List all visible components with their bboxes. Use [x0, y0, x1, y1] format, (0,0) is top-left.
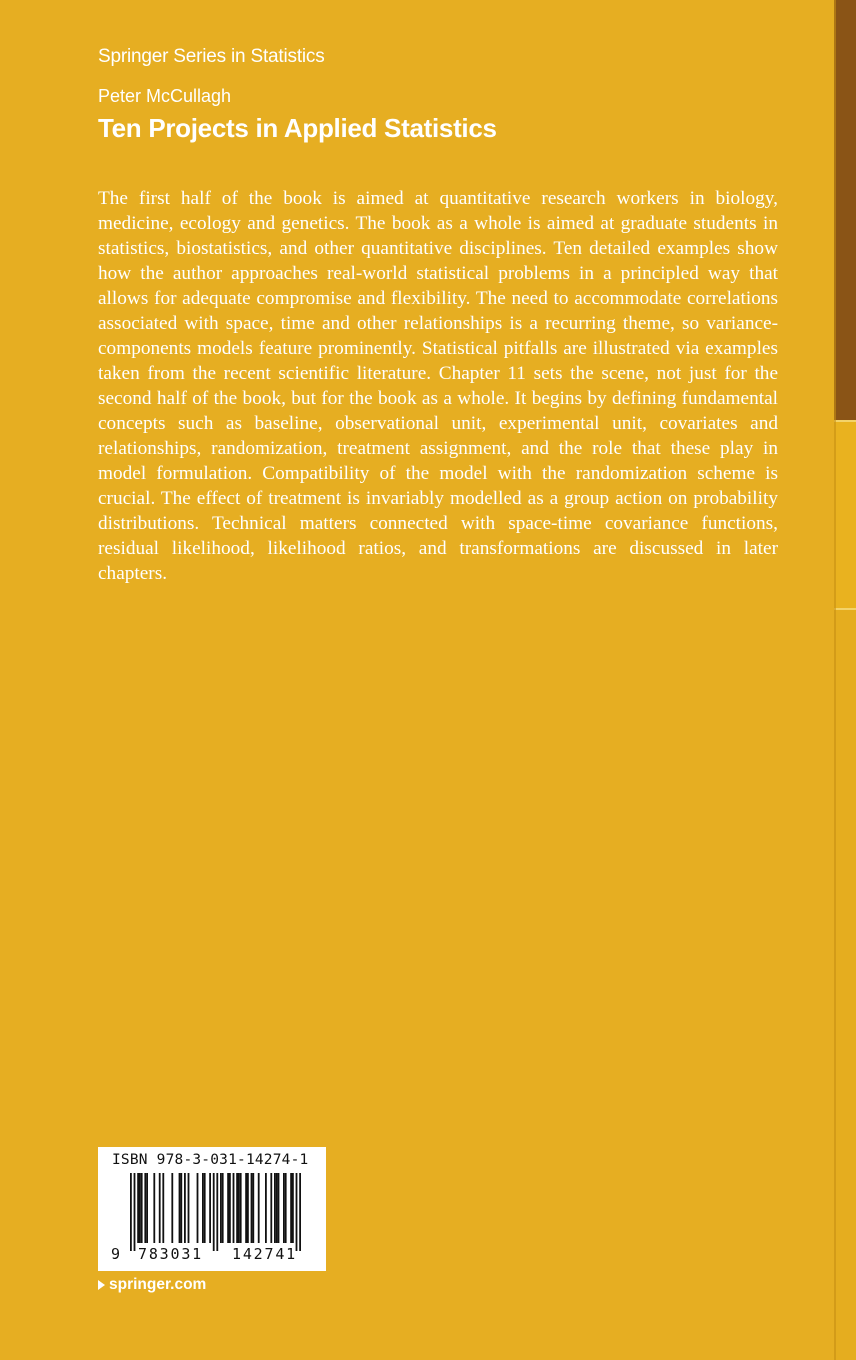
barcode-bar-19: [213, 1173, 215, 1251]
isbn-label: ISBN 978-3-031-14274-1: [112, 1152, 309, 1168]
barcode-bar-21: [220, 1173, 222, 1243]
barcode-bar-22: [222, 1173, 224, 1243]
barcode-bar-9: [162, 1173, 164, 1243]
barcode-bar-41: [290, 1173, 292, 1243]
barcode-bar-38: [278, 1173, 280, 1243]
barcode-bar-4: [141, 1173, 143, 1243]
barcode-bar-1: [134, 1173, 136, 1251]
barcode-bar-3: [139, 1173, 141, 1243]
book-title: Ten Projects in Applied Statistics: [98, 113, 497, 143]
barcode-bar-7: [153, 1173, 155, 1243]
barcode-bar-40: [285, 1173, 287, 1243]
barcode-bar-25: [233, 1173, 235, 1243]
barcode-bar-17: [204, 1173, 206, 1243]
barcode-bar-37: [276, 1173, 278, 1243]
barcode-bar-36: [274, 1173, 276, 1243]
book-description: The first half of the book is aimed at quantitative research workers in biology, medicine, ecology and genetics. The book as a whole is aimed at graduate students in statistics, biostatistics, and other quantitative disciplines. Ten detailed examples show how the author approaches real-world statistical problems in a principled way that allows for adequate compromise and flexibility. The need to accommodate correlations associated with space, time and other relationships is a recurring theme, so variance-components models feature prominently. Statistical pitfalls are illustrated via examples taken from the recent scientific literature. Chapter 11 sets the scene, not just for the second half of the book, but for the book as a whole. It begins by defining fundamental concepts such as baseline, observational unit, experimental unit, covariates and relationships, randomization, treatment assignment, and the role that these play in model formulation. Compatibility of the model with the randomization scheme is crucial. The effect of treatment is invariably modelled as a group action on probability distributions. Technical matters connected with space-time covariance functions, residual likelihood, likelihood ratios, and transformations are discussed in later chapters.: [98, 188, 778, 584]
publisher-link[interactable]: [98, 1276, 206, 1294]
barcode-bar-14: [188, 1173, 190, 1243]
barcode-bar-12: [180, 1173, 182, 1243]
barcode-bar-31: [251, 1173, 253, 1243]
barcode-bar-11: [179, 1173, 181, 1243]
barcode-bar-44: [299, 1173, 301, 1251]
barcode-bar-24: [229, 1173, 231, 1243]
barcode-bar-10: [171, 1173, 173, 1243]
barcode-bar-33: [258, 1173, 260, 1243]
barcode-bar-29: [245, 1173, 247, 1243]
barcode-bar-39: [283, 1173, 285, 1243]
barcode-digits-left: 783031: [138, 1245, 203, 1263]
barcode-bar-42: [292, 1173, 294, 1243]
barcode-bar-15: [197, 1173, 199, 1243]
barcode-bar-2: [137, 1173, 139, 1243]
barcode-bar-28: [240, 1173, 242, 1243]
barcode-bar-27: [238, 1173, 240, 1243]
author-name: Peter McCullagh: [98, 86, 232, 106]
isbn-barcode: [98, 1147, 326, 1271]
barcode-digits-right: 142741: [232, 1245, 297, 1263]
publisher-url: springer.com: [109, 1276, 207, 1293]
barcode-bar-30: [247, 1173, 249, 1243]
book-spine-edge: [834, 0, 856, 1360]
barcode-bar-5: [144, 1173, 146, 1243]
barcode-digit-first: 9: [111, 1245, 121, 1263]
barcode-bar-8: [159, 1173, 161, 1243]
barcode-bar-34: [265, 1173, 267, 1243]
barcode-bar-26: [236, 1173, 238, 1243]
series-name: Springer Series in Statistics: [98, 46, 325, 67]
barcode-bar-0: [130, 1173, 132, 1251]
barcode-bar-13: [184, 1173, 186, 1243]
barcode-bar-35: [270, 1173, 272, 1243]
barcode-bar-32: [252, 1173, 254, 1243]
barcode-bar-6: [146, 1173, 148, 1243]
triangle-right-icon: [98, 1280, 105, 1290]
barcode-bar-23: [227, 1173, 229, 1243]
barcode-bar-18: [209, 1173, 211, 1243]
barcode-bar-16: [202, 1173, 204, 1243]
barcode-bar-43: [296, 1173, 298, 1251]
barcode-bar-20: [216, 1173, 218, 1251]
